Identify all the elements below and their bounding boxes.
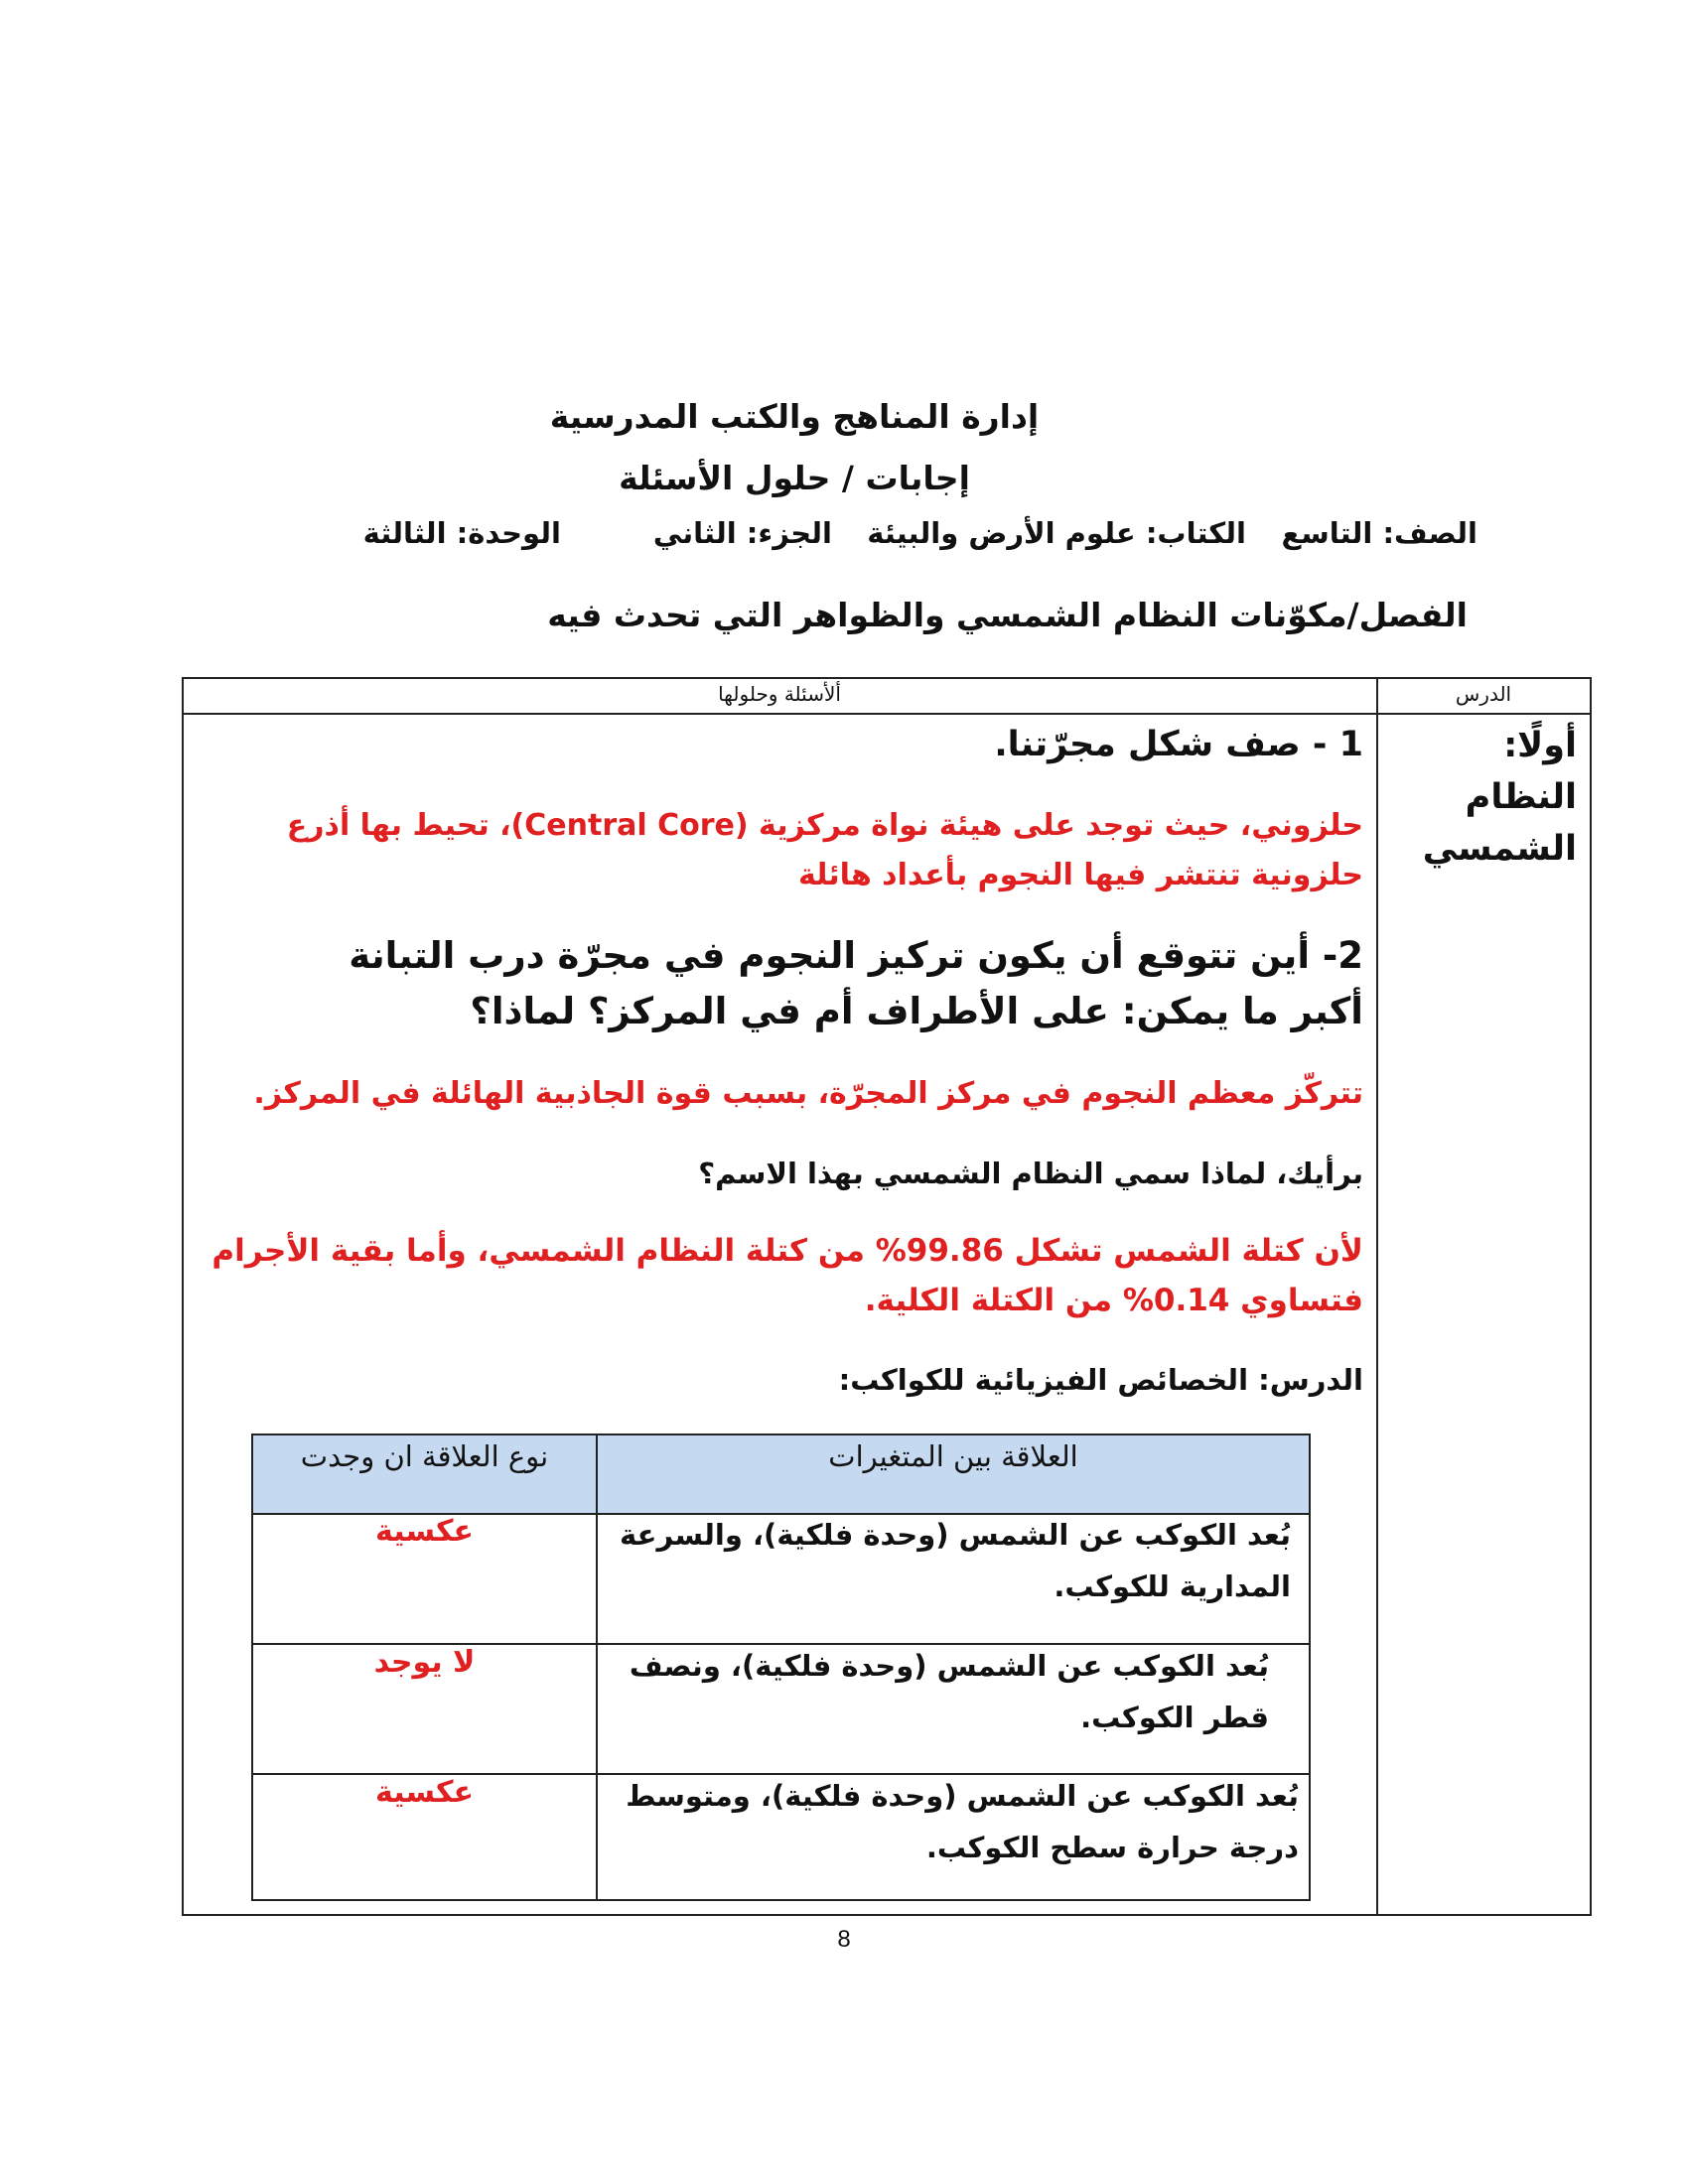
ministry-title: إدارة المناهج والكتب المدرسية <box>549 397 1040 436</box>
relations-row-1-variables: بُعد الكوكب عن الشمس (وحدة فلكية)، والسرعة المدارية للكوكب. <box>620 1518 1291 1603</box>
page-number: 8 <box>837 1926 851 1953</box>
answers-title: إجابات / حلول الأسئلة <box>619 459 970 497</box>
answer-1: حلزوني، حيث توجد على هيئة نواة مركزية (Central Core)، تحيط بها أذرع حلزونية تنتشر فيها النجوم بأعداد هائلة <box>286 808 1363 892</box>
table-header-divider <box>182 713 1592 715</box>
part-label: الجزء: الثاني <box>652 516 832 550</box>
table-border-left <box>182 677 184 1916</box>
relations-row-2-type: لا يوجد <box>373 1645 476 1680</box>
relations-table-border-right <box>1309 1433 1311 1901</box>
answer-3: لأن كتلة الشمس تشكل 99.86% من كتلة النظام الشمسي، وأما بقية الأجرام فتساوي 0.14% من الكتلة الكلية. <box>211 1233 1363 1318</box>
table-column-divider <box>1376 677 1378 1916</box>
lesson-name: أولًا: النظام الشمسي <box>1422 726 1577 869</box>
chapter-title: الفصل/مكوّنات النظام الشمسي والظواهر التي تحدث فيه <box>547 596 1468 634</box>
answer-2: تتركّز معظم النجوم في مركز المجرّة، بسبب قوة الجاذبية الهائلة في المركز. <box>253 1076 1363 1111</box>
relations-table-border-top <box>251 1433 1311 1435</box>
relations-table-border-bottom <box>251 1899 1311 1901</box>
question-1: 1 - صف شكل مجرّتنا. <box>994 725 1363 764</box>
column-header-questions: ألأسئلة وحلولها <box>718 682 841 706</box>
table-border-right <box>1590 677 1592 1916</box>
relations-row-3-type: عكسية <box>375 1775 474 1810</box>
question-2: 2- أين تتوقع أن يكون تركيز النجوم في مجرّة درب التبانة أكبر ما يمكن: على الأطراف أم في المركز؟ لماذا؟ <box>349 934 1363 1032</box>
relations-header-type: نوع العلاقة ان وجدت <box>300 1439 549 1473</box>
unit-label: الوحدة: الثالثة <box>362 516 561 550</box>
book-label: الكتاب: علوم الأرض والبيئة <box>867 516 1246 550</box>
relations-header-relation: العلاقة بين المتغيرات <box>828 1439 1078 1473</box>
relations-row-2-variables: بُعد الكوكب عن الشمس (وحدة فلكية)، ونصف قطر الكوكب. <box>629 1649 1269 1734</box>
grade-label: الصف: التاسع <box>1281 516 1477 550</box>
lesson-2-title: الدرس: الخصائص الفيزيائية للكواكب: <box>838 1363 1363 1397</box>
table-border-bottom <box>182 1914 1592 1916</box>
question-3: برأيك، لماذا سمي النظام الشمسي بهذا الاسم؟ <box>698 1157 1363 1190</box>
column-header-lesson: الدرس <box>1455 682 1512 706</box>
relations-row-3-variables: بُعد الكوكب عن الشمس (وحدة فلكية)، ومتوسط درجة حرارة سطح الكوكب. <box>626 1779 1299 1864</box>
table-border-top <box>182 677 1592 679</box>
relations-row-1-type: عكسية <box>375 1514 474 1549</box>
